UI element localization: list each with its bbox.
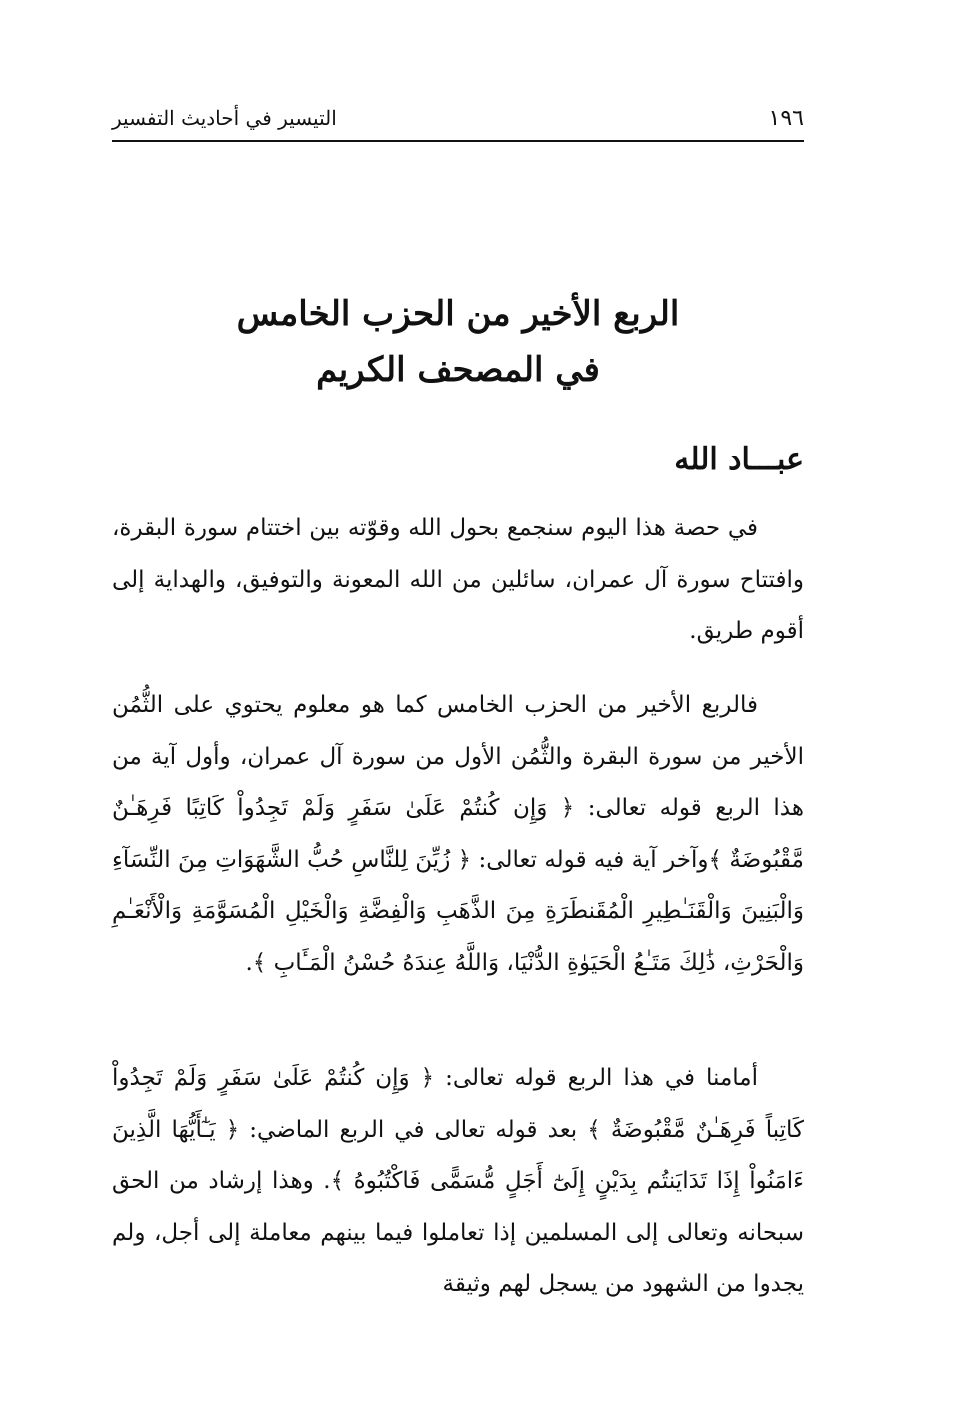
paragraph-2-end: . [245, 949, 253, 976]
chapter-title-line-2: في المصحف الكريم [316, 350, 600, 390]
running-header [112, 102, 804, 142]
quran-verse-1: ﴿ وَإِن كُنتُمْ عَلَىٰ سَفَرٍ وَلَمْ تَجِدُواْ كَاتِبًا فَرِهَـٰنٌ مَّقْبُوضَةٌ ﴾ [112, 795, 804, 873]
paragraph-2-intro: فالربع الأخير من الحزب الخامس كما هو معلوم يحتوي على الثُّمُن الأخير من سورة البقرة والثُّمُن الأول من سورة آل عمران، وأول آية من هذا الربع قوله تعالى: [112, 692, 805, 821]
section-heading: عبـــاد الله [674, 442, 804, 477]
quran-verse-4: ﴿ يَـٰٓأَيُّهَا الَّذِينَ ءَامَنُواْ إِذَا تَدَايَنتُم بِدَيْنٍ إِلَىٰٓ أَجَلٍ مُّسَمًّى فَاكْتُبُوهُ ﴾ [112, 1116, 804, 1194]
book-title: التيسير في أحاديث التفسير [112, 106, 337, 130]
quran-verse-2: ﴿ زُيِّنَ لِلنَّاسِ حُبُّ الشَّهَوَاتِ مِنَ النِّسَآءِ وَالْبَنِينَ وَالْقَنَـٰطِيرِ الْمُقَنطَرَةِ مِنَ الذَّهَبِ وَالْفِضَّةِ وَالْخَيْلِ الْمُسَوَّمَةِ وَالْأَنْعَـٰمِ وَالْحَرْثِ، ذَٰلِكَ مَتَـٰعُ الْحَيَوٰةِ الدُّنْيَا، وَاللَّهُ عِندَهُ حُسْنُ الْمَـَٔابِ ﴾ [112, 846, 804, 976]
paragraph-2-middle: وآخر آية فيه قوله تعالى: [471, 846, 709, 873]
paragraph-1-text: في حصة هذا اليوم سنجمع بحول الله وقوّته بين اختتام سورة البقرة، وافتتاح سورة آل عمران، سائلين من الله المعونة والتوفيق، والهداية إلى أقوم طريق. [112, 515, 804, 644]
paragraph-2 [112, 680, 804, 989]
paragraph-3-text [112, 1053, 804, 1311]
chapter-title [112, 286, 804, 398]
page-number: ١٩٦ [768, 106, 804, 131]
paragraph-3-middle: بعد قوله تعالى في الربع الماضي: [239, 1116, 588, 1143]
paragraph-1 [112, 503, 804, 658]
paragraph-3-end: . وهذا إرشاد من الحق سبحانه وتعالى إلى المسلمين إذا تعاملوا فيما بينهم معاملة إلى أجل، ولم يجدوا من الشهود من يسجل لهم وثيقة [112, 1168, 804, 1297]
paragraph-2-text [112, 680, 804, 989]
chapter-title-line-1: الربع الأخير من الحزب الخامس [236, 294, 680, 334]
quran-verse-3: ﴿ وَإِن كُنتُمْ عَلَىٰ سَفَرٍ وَلَمْ تَجِدُواْ كَاتِباً فَرِهَـٰنٌ مَّقْبُوضَةٌ ﴾ [112, 1065, 805, 1143]
paragraph-3-intro: أمامنا في هذا الربع قوله تعالى: [434, 1065, 758, 1091]
paragraph-3 [112, 1053, 804, 1311]
